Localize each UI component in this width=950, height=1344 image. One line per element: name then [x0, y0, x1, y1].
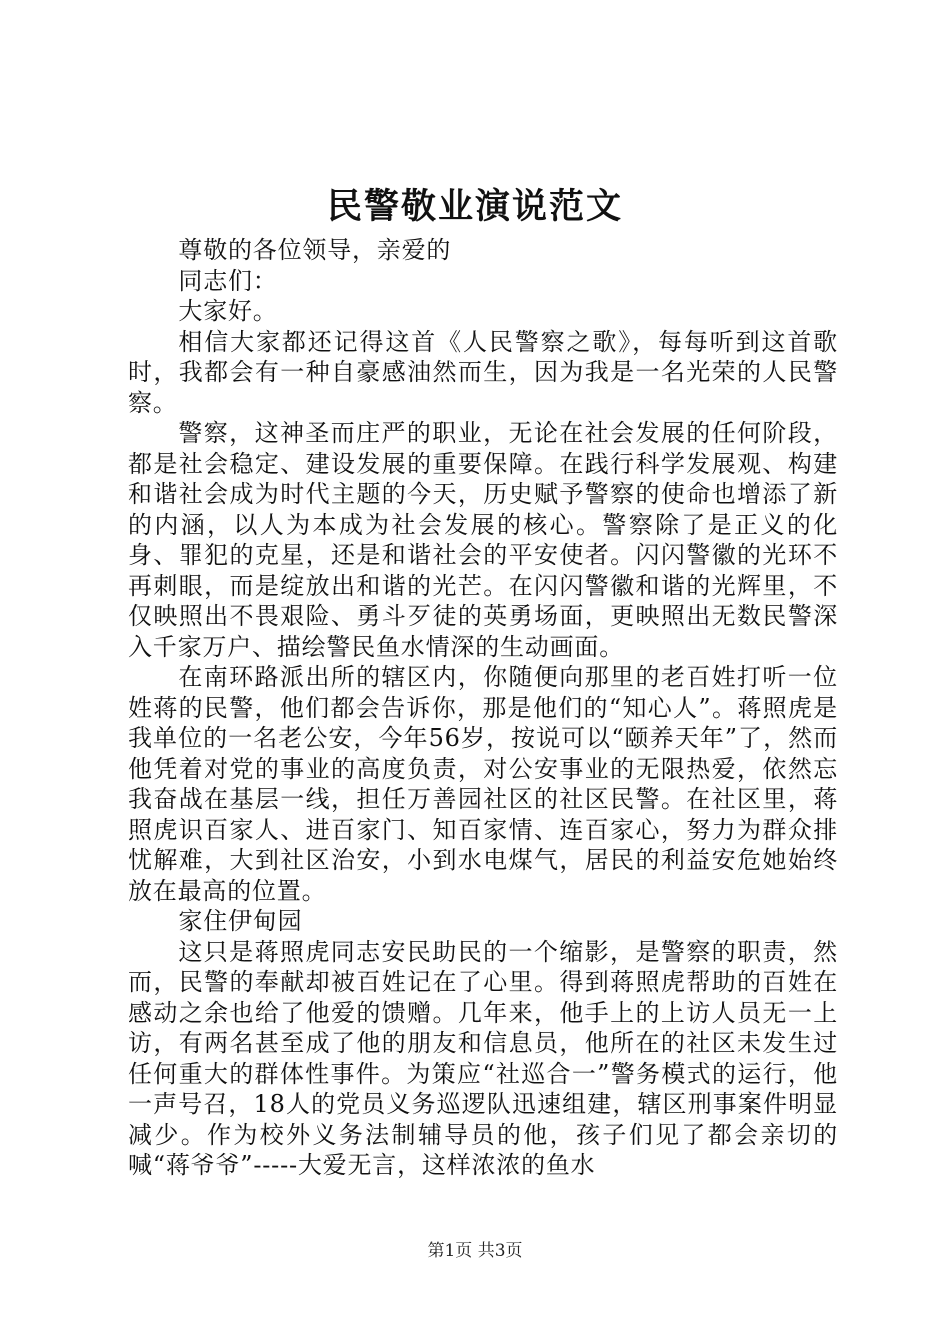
document-title: 民警敬业演说范文: [326, 186, 623, 227]
paragraph-jiang-zhaohu: 在南环路派出所的辖区内，你随便向那里的老百姓打听一位姓蒋的民警，他们都会告诉你，那是他们的“知心人”。蒋照虎是我单位的一名老公安，今年56岁，按说可以“颐养天年”了，然而他凭着对党的事业的高度负责，对公安事业的无限热爱，依然忘我奋战在基层一线，担任万善园社区的社区民警。在社区里，蒋照虎识百家人、进百家门、知百家情、连百家心，努力为群众排忧解难，大到社区治安，小到水电煤气，居民的利益安危她始终放在最高的位置。: [128, 663, 838, 905]
paragraph-greeting: 大家好。: [178, 297, 278, 325]
paragraph-police-role: 警察，这神圣而庄严的职业，无论在社会发展的任何阶段，都是社会稳定、建设发展的重要保障。在践行科学发展观、构建和谐社会成为时代主题的今天，历史赋予警察的使命也增添了新的内涵，以人为本成为社会发展的核心。警察除了是正义的化身、罪犯的克星，还是和谐社会的平安使者。闪闪警徽的光环不再刺眼，而是绽放出和谐的光芒。在闪闪警徽和谐的光辉里，不仅映照出不畏艰险、勇斗歹徒的英勇场面，更映照出无数民警深入千家万户、描绘警民鱼水情深的生动画面。: [128, 419, 838, 661]
page-footer: 第1页 共3页: [427, 1241, 523, 1261]
paragraph-salutation-cont: 同志们：: [178, 266, 278, 295]
paragraph-salutation: 尊敬的各位领导，亲爱的: [178, 236, 452, 264]
document-body: [128, 235, 838, 1181]
paragraph-intro: 相信大家都还记得这首《人民警察之歌》，每每听到这首歌时，我都会有一种自豪感油然而生，因为我是一名光荣的人民警察。: [128, 327, 838, 417]
paragraph-dedication: 这只是蒋照虎同志安民助民的一个缩影，是警察的职责，然而，民警的奉献却被百姓记在了心里。得到蒋照虎帮助的百姓在感动之余也给了他爱的馈赠。几年来，他手上的上访人员无一上访，有两名甚至成了他的朋友和信息员，他所在的社区未发生过任何重大的群体性事件。为策应“社巡合一”警务模式的运行，他一声号召，18人的党员义务巡逻队迅速组建，辖区刑事案件明显减少。作为校外义务法制辅导员的他，孩子们见了都会亲切的喊“蒋爷爷”-----大爱无言，这样浓浓的鱼水: [128, 937, 838, 1179]
paragraph-fragment: 家住伊甸园: [178, 907, 303, 935]
